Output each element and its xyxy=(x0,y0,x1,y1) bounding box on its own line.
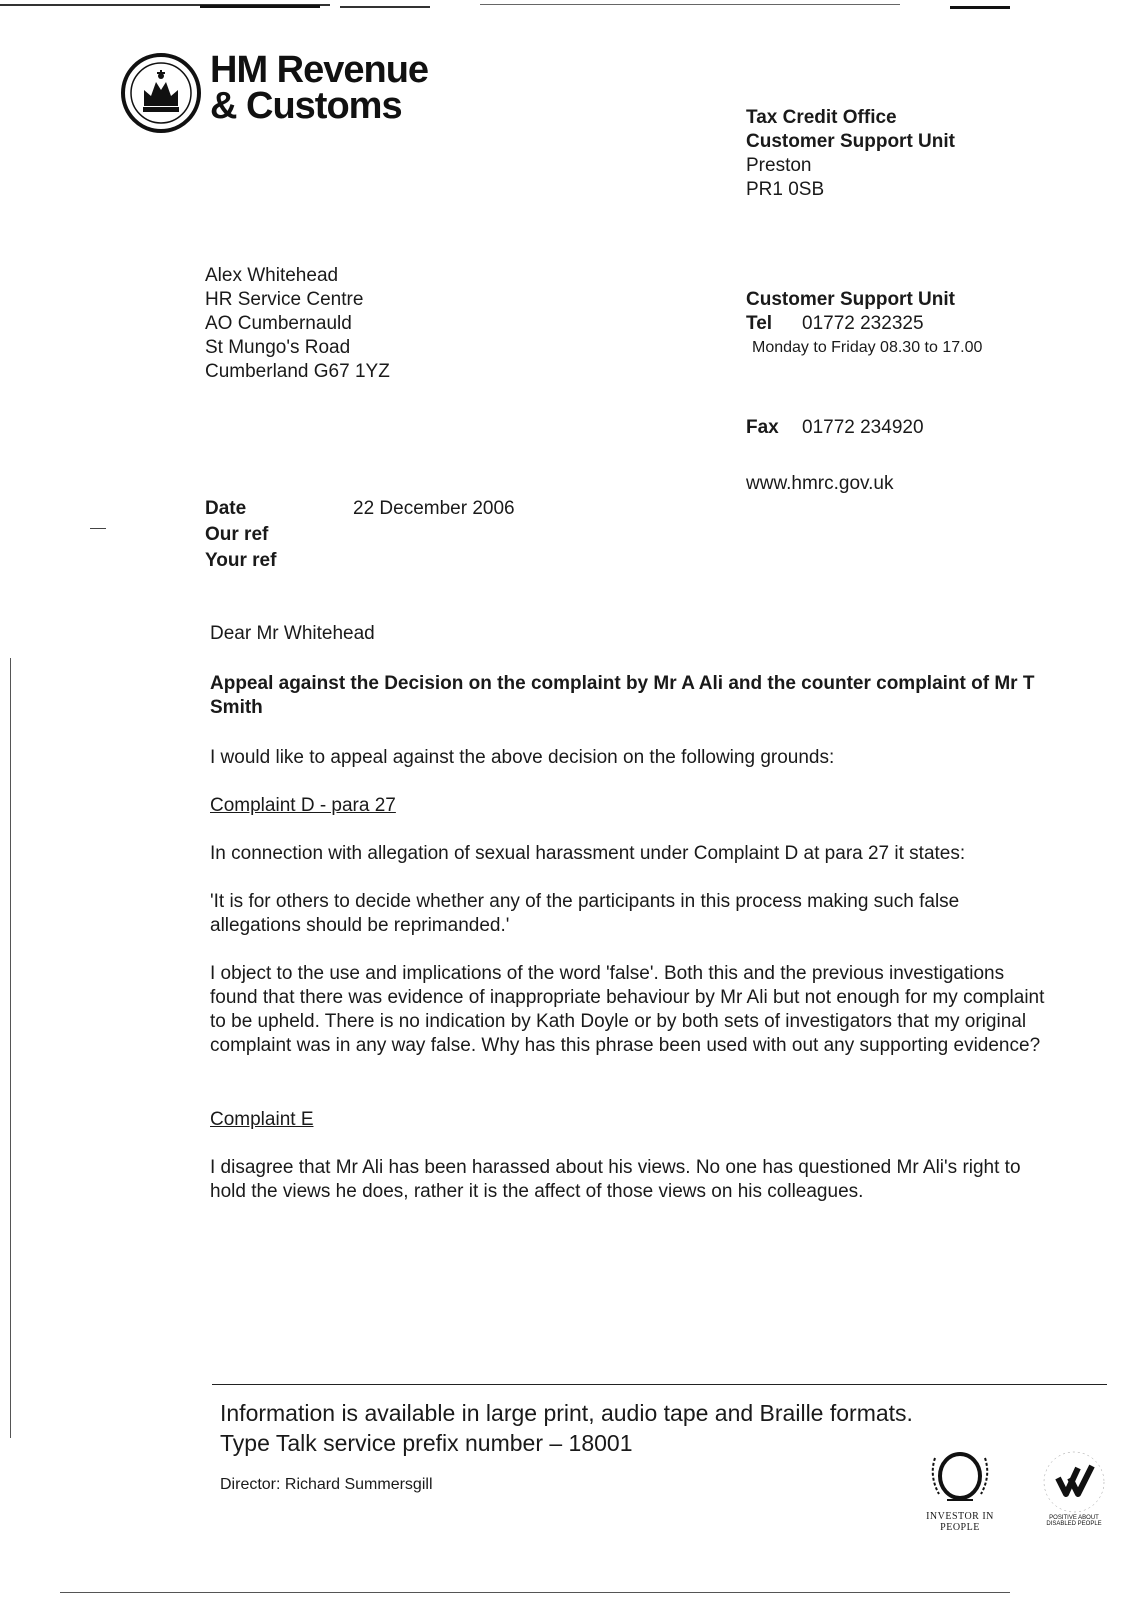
heading-complaint-d: Complaint D - para 27 xyxy=(210,795,396,816)
paragraph-d1: In connection with allegation of sexual harassment under Complaint D at para 27 it states: xyxy=(210,843,966,864)
our-ref-label: Our ref xyxy=(205,524,269,545)
two-ticks-caption: POSITIVE ABOUT DISABLED PEOPLE xyxy=(1046,1515,1102,1527)
sender-unit: Customer Support Unit xyxy=(746,131,955,152)
hmrc-logo xyxy=(120,48,429,138)
crown-icon xyxy=(120,52,202,134)
director-line: Director: Richard Summersgill xyxy=(220,1476,433,1493)
two-ticks-icon xyxy=(1040,1448,1108,1516)
scan-artifact xyxy=(480,4,900,5)
date-label: Date xyxy=(205,498,247,519)
recipient-town: Cumberland G67 1YZ xyxy=(205,361,390,382)
scan-artifact xyxy=(950,6,1010,9)
contact-unit: Customer Support Unit xyxy=(746,289,955,310)
tel-label: Tel xyxy=(746,313,773,334)
scan-artifact xyxy=(200,5,320,8)
sender-address xyxy=(746,106,955,202)
footer-typetalk: Type Talk service prefix number – 18001 xyxy=(220,1430,633,1456)
scan-artifact xyxy=(340,6,430,8)
contact-block xyxy=(746,288,982,360)
laurel-wreath-icon xyxy=(925,1448,995,1506)
footer-divider xyxy=(212,1384,1107,1385)
scan-artifact xyxy=(60,1592,1010,1593)
scan-artifact xyxy=(10,658,11,1438)
quote-d: 'It is for others to decide whether any of the participants in this process making such false allegations should be reprimanded.' xyxy=(210,891,960,936)
tel-number: 01772 232325 xyxy=(802,313,924,334)
sender-postcode: PR1 0SB xyxy=(746,179,825,200)
salutation: Dear Mr Whitehead xyxy=(210,623,375,644)
logo-line-1: HM Revenue xyxy=(210,49,429,91)
positive-about-disabled-people-logo xyxy=(1040,1448,1108,1527)
scan-artifact xyxy=(90,528,106,529)
paragraph-e: I disagree that Mr Ali has been harassed about his views. No one has questioned Mr Ali's right to hold the views he does, rather it is the affect of those views on his colleagues. xyxy=(210,1157,1021,1202)
logo-line-2: & Customs xyxy=(210,85,402,127)
footer-accessibility: Information is available in large print, audio tape and Braille formats. xyxy=(220,1400,913,1426)
date-value: 22 December 2006 xyxy=(353,498,515,519)
recipient-address xyxy=(205,264,390,384)
intro-paragraph: I would like to appeal against the above decision on the following grounds: xyxy=(210,747,835,768)
fax-line xyxy=(746,416,924,440)
heading-complaint-e: Complaint E xyxy=(210,1109,314,1130)
recipient-dept: HR Service Centre xyxy=(205,289,364,310)
your-ref-label: Your ref xyxy=(205,550,277,571)
sender-office: Tax Credit Office xyxy=(746,107,897,128)
sender-town: Preston xyxy=(746,155,812,176)
fax-label: Fax xyxy=(746,417,779,438)
office-hours: Monday to Friday 08.30 to 17.00 xyxy=(752,339,983,356)
website: www.hmrc.gov.uk xyxy=(746,473,894,494)
date-refs xyxy=(205,496,515,574)
investor-in-people-logo xyxy=(905,1448,1015,1533)
iip-caption: INVESTOR IN PEOPLE xyxy=(926,1511,994,1533)
subject-line: Appeal against the Decision on the complaint by Mr A Ali and the counter complaint of Mr T Smith xyxy=(210,673,1035,718)
recipient-name: Alex Whitehead xyxy=(205,265,339,286)
recipient-office: AO Cumbernauld xyxy=(205,313,352,334)
paragraph-d2: I object to the use and implications of the word 'false'. Both this and the previous investigations found that there was evidence of inappropriate behaviour by Mr Ali but not enough for my complaint to be upheld. There is no indication by Kath Doyle or by both sets of investigators that my original complaint was in any way false. Why has this phrase been used with out any supporting evidence? xyxy=(210,963,1045,1056)
fax-number: 01772 234920 xyxy=(802,417,924,438)
recipient-street: St Mungo's Road xyxy=(205,337,351,358)
